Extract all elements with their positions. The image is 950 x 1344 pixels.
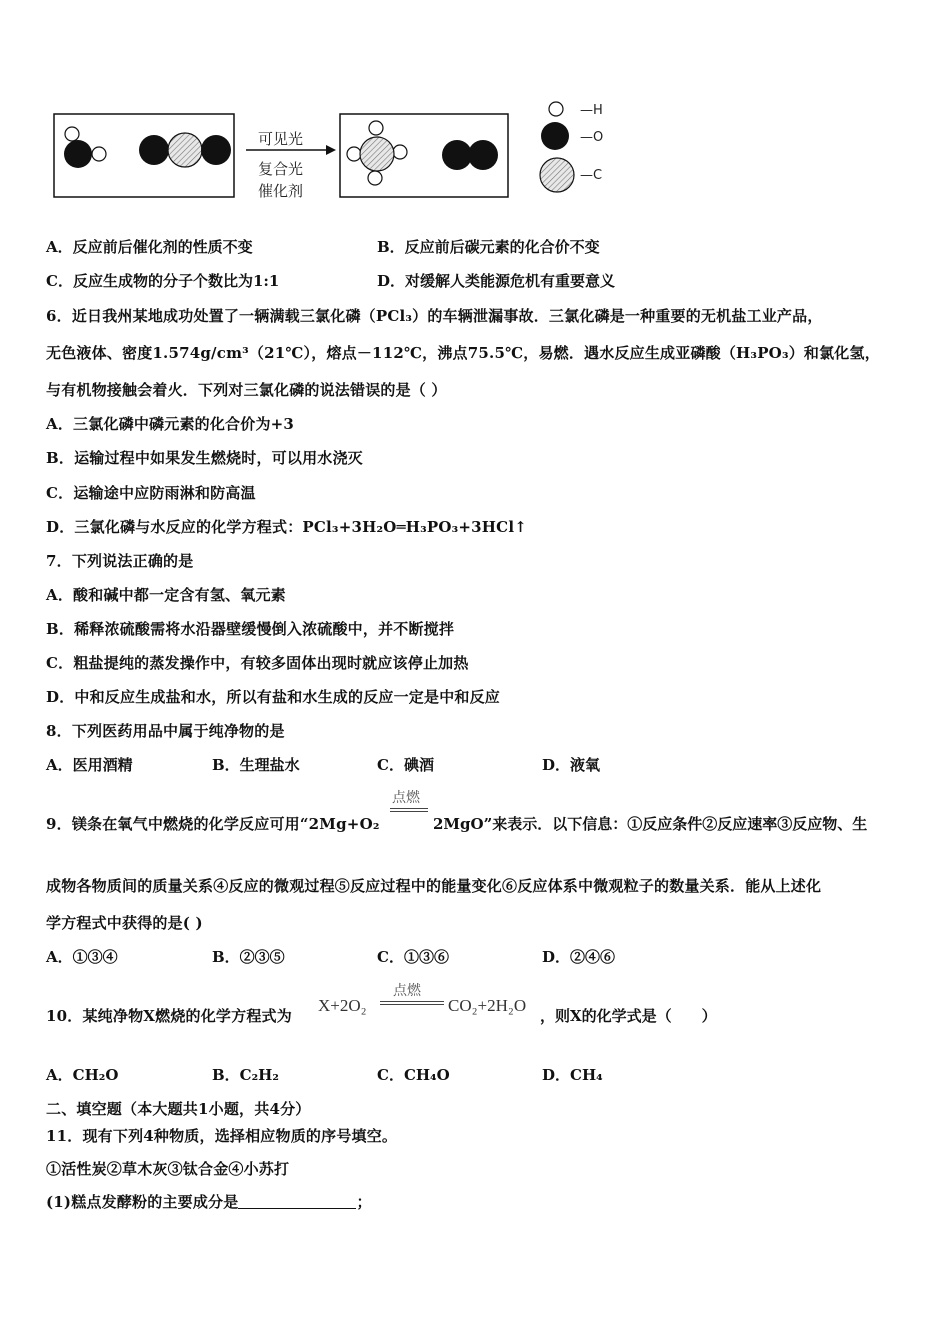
q9-condition: 点燃 [392,790,420,806]
h-atom [369,121,383,135]
q10-stem-post: ，则X的化学式是（ ） [540,1007,717,1025]
legend-c-label: —C [580,168,603,183]
q6-stem-line-1: 6．近日我州某地成功处置了一辆满载三氯化磷（PCl₃）的车辆泄漏事故．三氯化磷是一种重要的无机盐工业产品， [46,307,823,325]
q9-stem-pre: 9．镁条在氧气中燃烧的化学反应可用“2Mg+O₂ [46,815,380,833]
q5-option-c: C．反应生成物的分子个数比为1:1 [46,272,280,290]
c-atom [360,137,394,171]
q5-option-d: D．对缓解人类能源危机有重要意义 [377,272,616,290]
q9-option-b: B．②③⑤ [212,948,285,966]
q11-sub-1-end: ； [356,1193,372,1211]
q9-option-d: D．②④⑥ [542,948,616,966]
legend-h-label: —H [580,103,603,118]
q9-option-a: A．①③④ [46,948,118,966]
q6-option-d: D．三氯化磷与水反应的化学方程式：PCl₃+3H₂O═H₃PO₃+3HCl↑ [46,518,527,536]
q8-option-c: C．碘酒 [377,756,434,774]
legend-c-atom [540,158,574,192]
legend-h-atom [549,102,563,116]
q10-equation-lhs: X+2O₂ [318,996,367,1015]
q10-condition: 点燃 [393,983,421,999]
h-atom [393,145,407,159]
o-atom [139,135,169,165]
q6-stem-line-3: 与有机物接触会着火．下列对三氯化磷的说法错误的是（ ） [46,381,447,399]
h-atom [347,147,361,161]
o-atom [468,140,498,170]
q10-option-b: B．C₂H₂ [212,1066,279,1084]
q9-stem-line-3: 学方程式中获得的是( ) [46,914,203,932]
q11-sub-1-text: (1)糕点发酵粉的主要成分是 [46,1193,239,1211]
q8-stem: 8．下列医药用品中属于纯净物的是 [46,722,285,740]
arrow-label-bottom-2: 催化剂 [258,182,304,200]
h-atom [65,127,79,141]
q10-stem-pre: 10．某纯净物X燃烧的化学方程式为 [46,1007,292,1025]
q8-option-b: B．生理盐水 [212,756,300,774]
o-atom [201,135,231,165]
section-2-heading: 二、填空题（本大题共1小题，共4分） [46,1100,311,1118]
q7-option-a: A．酸和碱中都一定含有氢、氧元素 [46,586,286,604]
q9-stem-post: 2MgO”来表示．以下信息：①反应条件②反应速率③反应物、生 [433,815,868,833]
q11-sub-1-blank[interactable] [238,1194,356,1209]
q7-option-b: B．稀释浓硫酸需将水沿器壁缓慢倒入浓硫酸中，并不断搅拌 [46,620,455,638]
c-atom [168,133,202,167]
q8-option-a: A．医用酒精 [46,756,133,774]
q8-option-d: D．液氧 [542,756,601,774]
q7-option-d: D．中和反应生成盐和水，所以有盐和水生成的反应一定是中和反应 [46,688,501,706]
legend-o-atom [541,122,569,150]
q7-stem: 7．下列说法正确的是 [46,552,194,570]
q5-option-b: B．反应前后碳元素的化合价不变 [377,238,600,256]
o-atom [64,140,92,168]
q10-equation-rhs: CO₂+2H₂O [448,996,527,1015]
q9-option-c: C．①③⑥ [377,948,449,966]
q9-stem-line-2: 成物各物质间的质量关系④反应的微观过程⑤反应过程中的能量变化⑥反应体系中微观粒子的数量关系．能从上述化 [46,877,822,895]
arrow-label-top: 可见光 [258,130,304,148]
q11-stem: 11．现有下列4种物质，选择相应物质的序号填空。 [46,1127,398,1145]
q11-items: ①活性炭②草木灰③钛合金④小苏打 [46,1160,290,1178]
q6-option-a: A．三氯化磷中磷元素的化合价为+3 [46,415,295,433]
q6-option-c: C．运输途中应防雨淋和防高温 [46,484,256,502]
reaction-diagram [50,98,630,208]
q6-stem-line-2: 无色液体、密度1.574g/cm³（21℃），熔点－112℃，沸点75.5℃，易燃．遇水反应生成亚磷酸（H₃PO₃）和氯化氢， [46,344,880,362]
h-atom [368,171,382,185]
reaction-arrow [326,145,336,155]
q10-equals-sign [380,1001,444,1005]
q9-equals-sign [390,808,428,812]
q6-option-b: B．运输过程中如果发生燃烧时，可以用水浇灭 [46,449,363,467]
q5-option-a: A．反应前后催化剂的性质不变 [46,238,253,256]
q10-option-c: C．CH₄O [377,1066,450,1084]
h-atom [92,147,106,161]
legend-o-label: —O [580,130,604,145]
q10-option-a: A．CH₂O [46,1066,119,1084]
o-atom [442,140,472,170]
q11-sub-1 [46,1191,372,1212]
q7-option-c: C．粗盐提纯的蒸发操作中，有较多固体出现时就应该停止加热 [46,654,469,672]
arrow-label-bottom-1: 复合光 [258,160,304,178]
q10-option-d: D．CH₄ [542,1066,603,1084]
